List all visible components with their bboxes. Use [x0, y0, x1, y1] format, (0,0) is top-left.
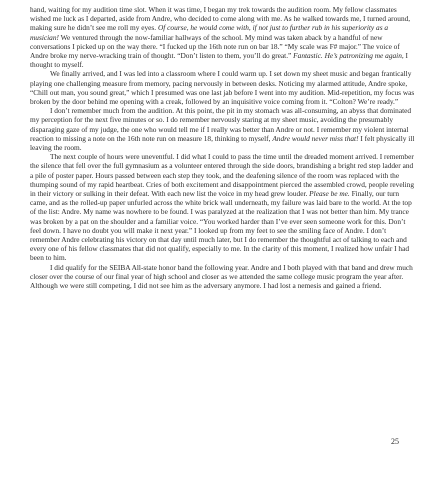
- paragraph: [30, 5, 417, 69]
- text-segment: We finally arrived, and I was led into a classroom where I could warm up. I set down my sheet music and began frantically playing one challenging measure from memory, pacing nervously in between desks. Noticing my alarmed attitude, Andre spoke, “Chill out man, you sound great,” which I presumed was one last jab before I went into my audition. Mid-repetition, my focus was broken by the door behind me opening with a creak, followed by an inquisitive voice coming from it. “Colton? We’re ready.”: [30, 69, 415, 107]
- text-segment: Finally, our turn came, and as the rolled-up paper unfurled across the white brick wall underneath, my failure was laid bare to the world. At the top of the list: Andre. My name was nowhere to be found. I was paralyzed at the realization that I was not better than him. My trance was broken by a pat on the shoulder and a familiar voice. “You worked harder than I’ve ever seen someone work for this. Don’t feel down. I have no doubt you will make it next year.” I looked up from my feet to see the smiling face of Andre. I don’t remember Andre celebrating his victory on that day until much later, but I do remember the thoughtful act of talking to each and every one of his fellow classmates that did not qualify, especially to me. In the clarity of this moment, I realized how unfair I had been to him.: [30, 189, 412, 263]
- text-segment: I felt physically ill leaving the room.: [30, 133, 415, 153]
- paragraph: [30, 152, 417, 262]
- text-segment: I thought to myself.: [30, 51, 409, 70]
- italic-text-segment: Please be me.: [309, 189, 350, 199]
- text-segment: hand, waiting for my audition time slot. When it was time, I began my trek towards the audition room. My fellow classmates wished me luck as I departed, aside from Andre, who decided to come along with me. As he walked towards me, I turned around, making sure he didn’t see me roll my eyes.: [30, 5, 411, 33]
- text-segment: The next couple of hours were uneventful. I did what I could to pass the time until the dreaded moment arrived. I remember the silence that fell over the full gymnasium as a volunteer entered through the side doors, brandishing a bright red step ladder and a pile of poster paper. Hours passed between each step they took, and the deafening silence of the room was replaced with the thumping sound of my rapid heartbeat. Cries of both excitement and disappointment pierced the assembled crowd, people reveling in their victory or sulking in their defeat. With each new list the voice in my head grew louder.: [30, 152, 415, 199]
- italic-text-segment: Andre would never miss that!: [272, 133, 359, 143]
- text-segment: We ventured through the now-familiar hallways of the school. My mind was taken aback by a handful of new conversations I picked up on the way there. “I fucked up the 16th note run on bar 18.” “My scale was F# major.” The voice of Andre broke my nerve-wracking train of thought. “Don’t listen to them, you’ll do great.”: [30, 32, 400, 61]
- paragraph: [30, 263, 417, 291]
- text-segment: I did qualify for the SEIBA All-state honor band the following year. Andre and I both played with that band and drew much closer over the course of our final year of high school and closer as we attended the same college music program the year after. Although we were still competing, I did not see him as the adversary anymore. I had lost a nemesis and gained a friend.: [30, 262, 413, 291]
- text-segment: I don’t remember much from the audition. At this point, the pit in my stomach was all-consuming, an abyss that dominated my perception for the next five minutes or so. I do remember nervously staring at my sheet music, avoiding the presumably disparaging gaze of my judge, the one who would tell me if I really was better than Andre or not. I remember my violent internal reaction to missing a note on the 16th note run on measure 18, thinking to myself,: [30, 106, 412, 143]
- paragraph: [30, 106, 417, 152]
- paragraph: [30, 69, 417, 106]
- italic-text-segment: Fantastic. He’s patronizing me again,: [293, 51, 404, 61]
- page-number: 25: [391, 437, 399, 446]
- italic-text-segment: Of course, he would come with, if not just to further rub in his superiority as a musician!: [30, 23, 389, 42]
- body-text: [30, 5, 417, 290]
